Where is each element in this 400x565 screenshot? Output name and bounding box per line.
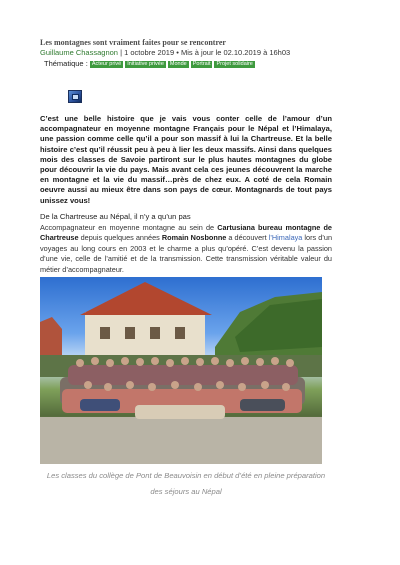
image-placeholder-icon [68,90,82,103]
body-text-2: depuis quelques années [78,233,162,243]
article [40,38,340,496]
article-title: Les montagnes sont vraiment faites pour se rencontrer [40,38,226,47]
meta-separator: | [120,48,125,57]
author-link[interactable]: Guillaume Chassagnon [40,48,118,57]
body-text-1: Accompagnateur en moyenne montagne au sein de [40,223,218,232]
section-subheading: De la Chartreuse au Népal, il n’y a qu’un pas [40,212,191,221]
theme-tags [44,58,340,69]
himalaya-link[interactable]: l’Himalaya [268,233,303,243]
body-text-4: lors d’un voyages au long cours en 2003 et le charme a plus qu’opéré. C’est devenu la passion d’une vie, celle de l’amitié et de la transmission. Cette transmission véritable valeur du métier d’accompagnateur. [40,233,333,274]
tag-portrait[interactable]: Portrait [192,61,211,67]
tag-acteur-prive[interactable]: Acteur privé [91,61,122,67]
body-person: Romain Nosbonne [161,233,227,243]
article-date: 1 octobre 2019 • Mis à jour le 02.10.2019 à 16h03 [124,48,291,57]
body-text-3: a découvert [226,233,269,243]
theme-label: Thématique : [44,59,88,68]
tag-monde[interactable]: Monde [169,61,187,67]
article-meta [40,48,340,58]
body-paragraph [40,223,332,275]
group-photo-illustration [40,277,322,464]
photo-caption: Les classes du collège de Pont de Beauvoisin en début d’été en pleine préparation des séjours au Népal [46,471,326,496]
intro-paragraph: C’est une belle histoire que je vais vous conter celle de l’amour d’un accompagnateur en moyenne montagne Français pour le Népal et l’Himalaya, une passion comme celle qu’il a pour son massif à lui la Chartreuse. Et la belle histoire c’est qu’il réussit peu à peu à lier les deux massifs. Ainsi dans quelques mois des classes de Savoie partiront sur le plus hautes montagnes du globe pour découvrir la vie du pays. Mais avant cela ces jeunes découvrent la marche en montagne et la vie du massif…près de chez eux. A coté de cela Romain oeuvre aussi au mieux être dans son pays de cœur. Montagnards de tout pays unissez vous! [40,114,332,205]
group-photo [40,277,322,464]
tag-projet-solidaire[interactable]: Projet solidaire [216,61,253,67]
body-org: Cartusiana bureau montagne de Chartreuse [40,223,332,243]
tag-initiative-privee[interactable]: Initiative privée [127,61,164,67]
